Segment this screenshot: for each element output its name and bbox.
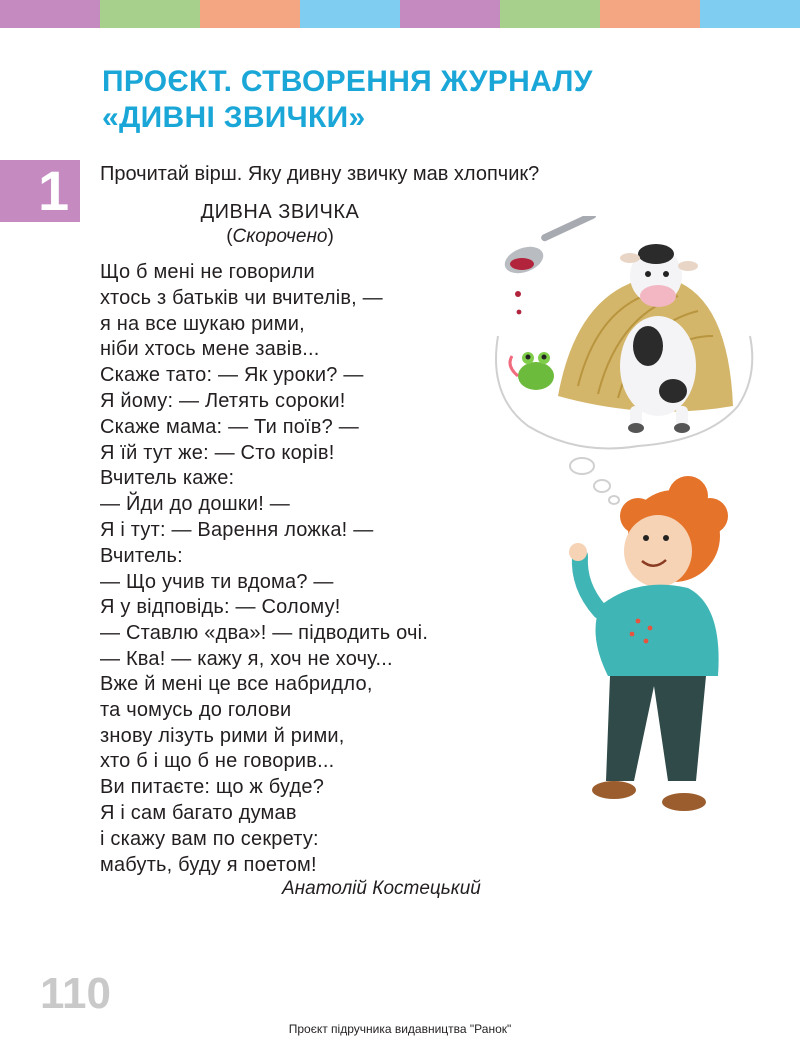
task-number-tab — [0, 160, 80, 222]
poem-line: хтось з батьків чи вчителів, — — [100, 286, 383, 309]
thought-dot-large — [570, 458, 594, 474]
poem-line: Ви питаєте: що ж буде? — [100, 776, 325, 799]
poem-line: і скажу вам по секрету: — [100, 827, 319, 850]
poem-line: Я їй тут же: — Сто корів! — [100, 441, 335, 464]
stripe-segment — [700, 0, 800, 28]
title-line-1: ПРОЄКТ. СТВОРЕННЯ ЖУРНАЛУ — [102, 65, 593, 98]
frog-icon — [510, 352, 554, 390]
publisher-note: Проєкт підручника видавництва "Ранок" — [288, 1022, 512, 1036]
boy-dreaming-illustration — [488, 216, 768, 836]
poem-line: — Йди до дошки! — — [100, 493, 290, 516]
poem-subtitle-text: Скорочено — [232, 226, 328, 247]
poem-line: Вчитель каже: — [100, 467, 235, 490]
poem-title: ДИВНА ЗВИЧКА — [200, 201, 360, 223]
poem-line: — Ква! — кажу я, хоч не хочу... — [100, 647, 393, 670]
poem-line: мабуть, буду я поетом! — [100, 853, 317, 876]
stripe-segment — [100, 0, 200, 28]
poem-line: я на все шукаю рими, — [100, 312, 305, 335]
poem-line: ніби хтось мене завів... — [100, 338, 320, 361]
poem-subtitle: (Скорочено) — [226, 226, 334, 247]
poem-line: та чомусь до голови — [100, 698, 292, 721]
stripe-segment — [600, 0, 700, 28]
poem-line: Скаже мама: — Ти поїв? — — [100, 415, 359, 438]
page-number: 110 — [40, 969, 111, 1018]
poem-line: — Що учив ти вдома? — — [100, 570, 334, 593]
poem-line: Я йому: — Летять сороки! — [100, 389, 346, 412]
poem-line: — Ставлю «два»! — підводить очі. — [100, 622, 429, 645]
spoon-with-jam-icon — [501, 216, 597, 314]
poem-line: Вже й мені це все набридло, — [100, 673, 373, 695]
poem-stanza-1 — [100, 260, 428, 673]
stripe-segment — [300, 0, 400, 28]
stripe-segment — [500, 0, 600, 28]
poem-stanza-2 — [100, 672, 373, 878]
poem-line: Скаже тато: — Як уроки? — — [100, 364, 364, 387]
title-line-2: «ДИВНІ ЗВИЧКИ» — [102, 101, 366, 134]
stripe-segment — [200, 0, 300, 28]
task-instruction: Прочитай вірш. Яку дивну звичку мав хлопчик? — [100, 163, 540, 185]
stripe-segment — [0, 0, 100, 28]
boy-icon — [569, 476, 728, 811]
task-number: 1 — [38, 159, 70, 222]
top-color-stripe — [0, 0, 800, 28]
page-title — [102, 64, 702, 136]
stripe-segment — [400, 0, 500, 28]
thought-dot-small — [609, 496, 619, 504]
thought-dot-medium — [594, 480, 610, 492]
poem-line: Я у відповідь: — Солому! — [100, 596, 341, 619]
poem-line: хто б і що б не говорив... — [100, 750, 335, 773]
poem-author: Анатолій Костецький — [282, 878, 481, 899]
poem-line: Вчитель: — [100, 544, 183, 567]
poem-line: Я і тут: — Варення ложка! — — [100, 518, 374, 541]
poem-line: Я і сам багато думав — [100, 801, 297, 824]
poem-line: знову лізуть рими й рими, — [100, 724, 345, 747]
poem-line: Що б мені не говорили — [100, 261, 315, 283]
